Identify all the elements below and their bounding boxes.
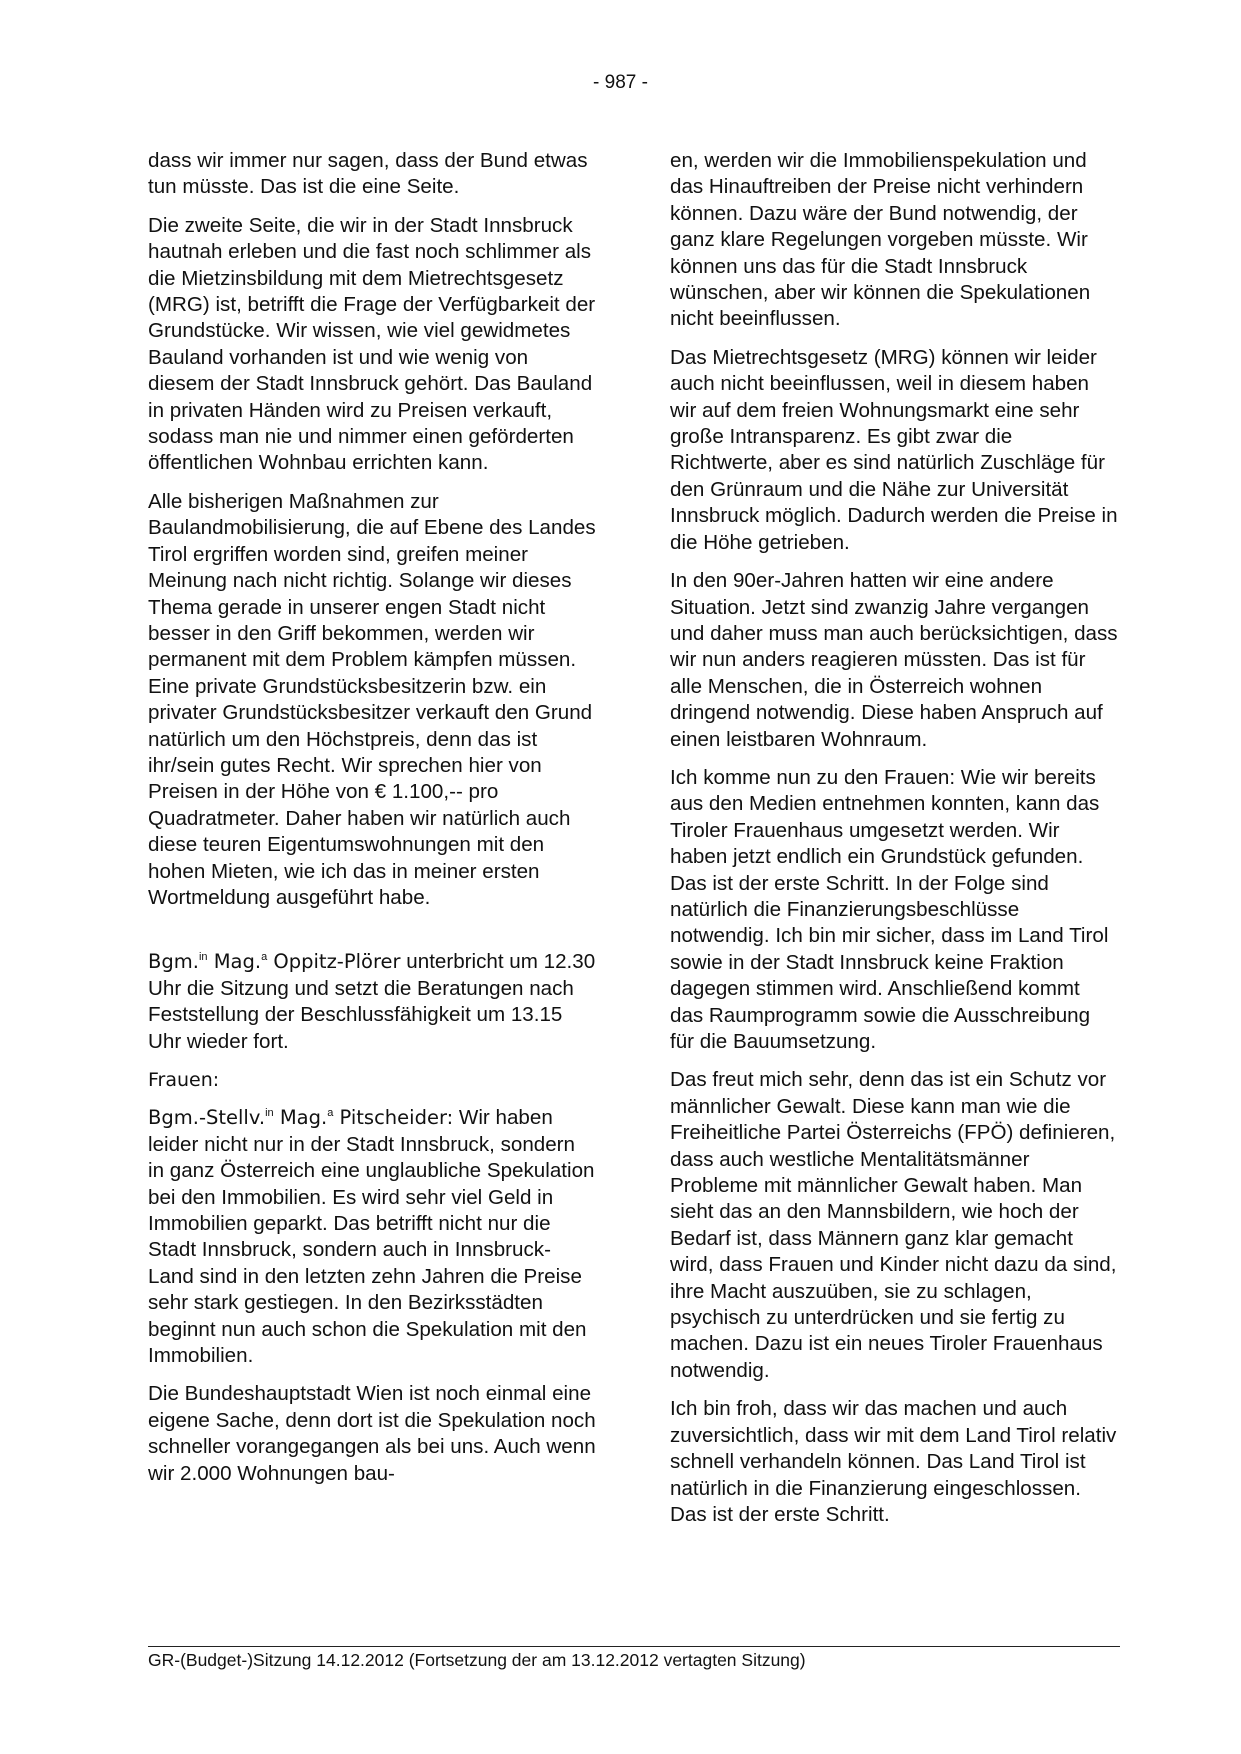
footer-text: GR-(Budget-)Sitzung 14.12.2012 (Fortsetzung der am 13.12.2012 vertagten Sitzung)	[148, 1650, 806, 1670]
notice-speaker-name: Oppitz-Plörer	[267, 950, 401, 974]
speaker-name: Pitscheider:	[333, 1106, 454, 1130]
speech-text: Wir haben leider nicht nur in der Stadt Innsbruck, sondern in ganz Österreich eine unglaubliche Spekulation bei den Immobilien. Es wird sehr viel Geld in Immobilien geparkt. Das betrifft nicht nur die Stadt Innsbruck, sondern auch in Innsbruck-Land sind in den letzten zehn Jahren die Preise sehr stark gestiegen. In den Bezirksstädten beginnt nun auch schon die Spekulation mit den Immobilien.	[148, 1106, 595, 1368]
speaker-title-mag: Mag.	[273, 1106, 328, 1130]
notice-text: unterbricht um 12.30 Uhr die Sitzung und setzt die Beratungen nach Feststellung der Beschlussfähigkeit um 13.15 Uhr wieder fort.	[148, 950, 596, 1053]
paragraph: In den 90er-Jahren hatten wir eine andere Situation. Jetzt sind zwanzig Jahre vergangen und daher muss man auch berücksichtigen, dass wir nun anders reagieren müssten. Das ist für alle Menschen, die in Österreich wohnen dringend notwendig. Diese haben Anspruch auf einen leistbaren Wohnraum.	[670, 569, 1118, 751]
paragraph: Ich komme nun zu den Frauen: Wie wir bereits aus den Medien entnehmen konnten, kann das Tiroler Frauenhaus umgesetzt werden. Wir haben jetzt endlich ein Grundstück gefunden. Das ist der erste Schritt. In der Folge sind natürlich die Finanzierungsbeschlüsse notwendig. Ich bin mir sicher, dass im Land Tirol sowie in der Stadt Innsbruck keine Fraktion dagegen stimmen wird. Anschließend kommt das Raumprogramm sowie die Ausschreibung für die Bauumsetzung.	[670, 765, 1109, 1053]
right-column	[670, 148, 1118, 1540]
notice-title-mayor-suffix: in	[198, 951, 208, 964]
paragraph: Die Bundeshauptstadt Wien ist noch einmal eine eigene Sache, denn dort ist die Spekulation noch schneller vorangegangen als bei uns. Auch wenn wir 2.000 Wohnungen bau-	[148, 1382, 596, 1485]
paragraph: Das Mietrechtsgesetz (MRG) können wir leider auch nicht beeinflussen, weil in diesem haben wir auf dem freien Wohnungsmarkt eine sehr große Intransparenz. Es gibt zwar die Richtwerte, aber es sind natürlich Zuschläge für den Grünraum und die Nähe zur Universität Innsbruck möglich. Dadurch werden die Preise in die Höhe getrieben.	[670, 345, 1118, 554]
paragraph: en, werden wir die Immobilienspekulation und das Hinauftreiben der Preise nicht verhindern können. Dazu wäre der Bund notwendig, der ganz klare Regelungen vorgeben müsste. Wir können uns das für die Stadt Innsbruck wünschen, aber wir können die Spekulationen nicht beeinflussen.	[670, 149, 1091, 331]
paragraph: Alle bisherigen Maßnahmen zur Baulandmobilisierung, die auf Ebene des Landes Tirol ergriffen worden sind, greifen meiner Meinung nach nicht richtig. Solange wir dieses Thema gerade in unserer engen Stadt nicht besser in den Griff bekommen, werden wir permanent mit dem Problem kämpfen müssen. Eine private Grundstücksbesitzerin bzw. ein privater Grundstücksbesitzer verkauft den Grund natürlich um den Höchstpreis, denn das ist ihr/sein gutes Recht. Wir sprechen hier von Preisen in der Höhe von € 1.100,-- pro Quadratmeter. Daher haben wir natürlich auch diese teuren Eigentumswohnungen mit den hohen Mieten, wie ich das in meiner ersten Wortmeldung ausgeführt habe.	[148, 489, 596, 909]
left-column	[148, 148, 596, 1499]
speaker-title-deputy: Bgm.-Stellv.	[148, 1106, 266, 1130]
notice-title-mayor: Bgm.	[148, 950, 199, 974]
paragraph: dass wir immer nur sagen, dass der Bund etwas tun müsste. Das ist die eine Seite.	[148, 149, 588, 199]
footer-divider	[148, 1646, 1120, 1647]
paragraph: Das freut mich sehr, denn das ist ein Schutz vor männlicher Gewalt. Diese kann man wie die Freiheitliche Partei Österreichs (FPÖ) definieren, dass auch westliche Mentalitätsmänner Probleme mit männlicher Gewalt haben. Man sieht das an den Mannsbildern, wie hoch der Bedarf ist, dass Männern ganz klar gemacht wird, dass Frauen und Kinder nicht dazu da sind, ihre Macht auszuüben, sie zu schlagen, psychisch zu unterdrücken und sie fertig zu machen. Dazu ist ein neues Tiroler Frauenhaus notwendig.	[670, 1068, 1117, 1382]
page-number: - 987 -	[593, 72, 648, 93]
paragraph: Die zweite Seite, die wir in der Stadt Innsbruck hautnah erleben und die fast noch schlimmer als die Mietzinsbildung mit dem Mietrechtsgesetz (MRG) ist, betrifft die Frage der Verfügbarkeit der Grundstücke. Wir wissen, wie viel gewidmetes Bauland vorhanden ist und wie wenig von diesem der Stadt Innsbruck gehört. Das Bauland in privaten Händen wird zu Preisen verkauft, sodass man nie und nimmer einen geförderten öffentlichen Wohnbau errichten kann.	[148, 213, 596, 475]
notice-title-mag-suffix: a	[261, 951, 268, 964]
speech-paragraph	[148, 1105, 596, 1369]
paragraph: Ich bin froh, dass wir das machen und auch zuversichtlich, dass wir mit dem Land Tirol relativ schnell verhandeln können. Das Land Tirol ist natürlich in die Finanzierung eingeschlossen. Das ist der erste Schritt.	[670, 1397, 1117, 1526]
speaker-title-deputy-suffix: in	[265, 1107, 274, 1120]
section-heading: Frauen:	[148, 1069, 220, 1091]
notice-title-mag: Mag.	[207, 950, 262, 974]
speaker-title-mag-suffix: a	[327, 1107, 334, 1120]
session-notice	[148, 949, 596, 1055]
